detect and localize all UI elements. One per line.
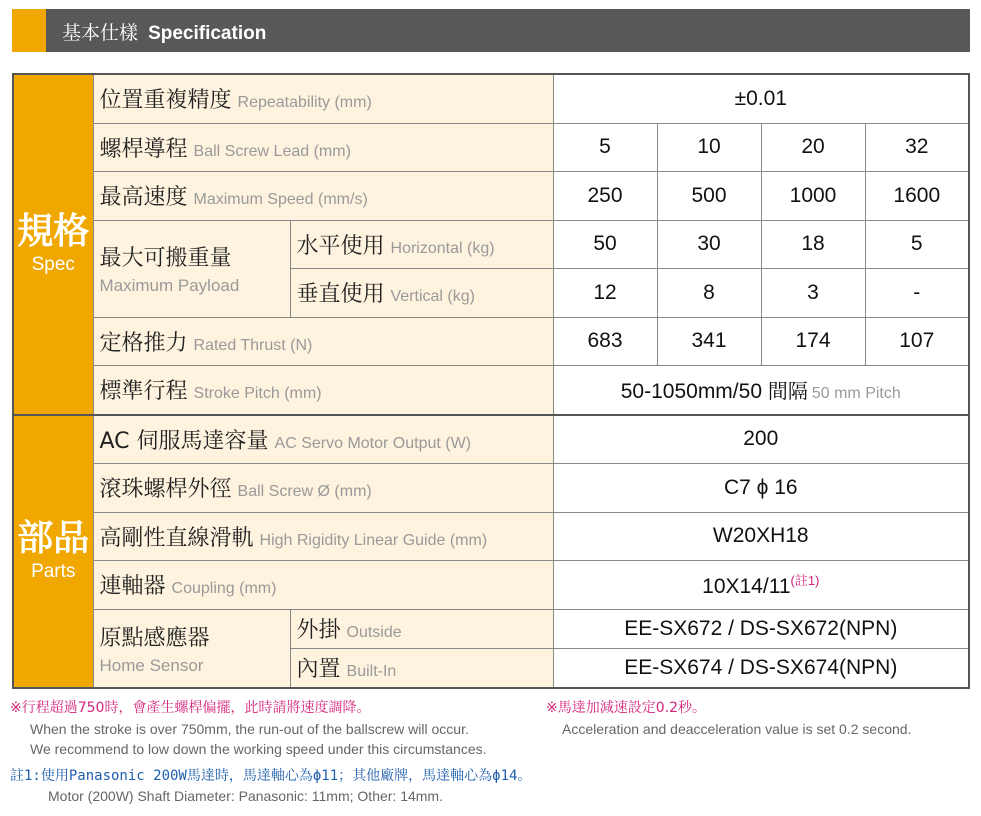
note-stroke-en-2: We recommend to low down the working speed under this circumstances. [30, 741, 487, 757]
label-ballscrew [93, 464, 553, 513]
label-zh: 內置 [296, 657, 341, 682]
value-cell: 20 [761, 123, 865, 172]
value-cell: 107 [865, 317, 969, 366]
value-cell: 5 [865, 220, 969, 269]
value-cell: 500 [657, 172, 761, 221]
value-cell: 3 [761, 269, 865, 318]
value-cell: 1600 [865, 172, 969, 221]
label-outside [290, 609, 553, 648]
value-motor: 200 [553, 415, 969, 464]
note-stroke-zh: ※行程超過750時，會產生螺桿偏擺，此時請將速度調降。 [10, 700, 371, 716]
label-zh: 螺桿導程 [99, 136, 188, 162]
page-title-zh: 基本仕樣 [62, 22, 139, 44]
section-parts-en: Parts [31, 561, 76, 582]
value-builtin: EE-SX674 / DS-SX674(NPN) [553, 648, 969, 688]
label-repeatability [93, 74, 553, 123]
value-cell: 12 [553, 269, 657, 318]
label-en: Maximum Speed (mm/s) [193, 191, 368, 209]
value-cell: 32 [865, 123, 969, 172]
label-zh: 原點感應器 [99, 625, 210, 651]
stroke-value-en: 50 mm Pitch [811, 385, 901, 403]
value-outside: EE-SX672 / DS-SX672(NPN) [553, 609, 969, 648]
note-1-en: Motor (200W) Shaft Diameter: Panasonic: 11mm; Other: 14mm. [48, 788, 443, 804]
section-spec [13, 74, 93, 415]
label-sensor [93, 609, 290, 688]
stroke-value-zh: 間隔 [767, 379, 808, 404]
label-thrust [93, 317, 553, 366]
page-title [62, 18, 266, 45]
row-lead [13, 123, 969, 172]
spec-table [12, 73, 970, 689]
coupling-note-ref: (註1) [790, 573, 820, 589]
value-cell: 10 [657, 123, 761, 172]
value-cell: 30 [657, 220, 761, 269]
value-cell: 50 [553, 220, 657, 269]
value-cell: - [865, 269, 969, 318]
label-en: Vertical (kg) [390, 288, 475, 306]
label-en: Built-In [346, 663, 397, 680]
row-stroke [13, 366, 969, 415]
label-en: Outside [346, 624, 402, 641]
section-parts-zh: 部品 [17, 518, 90, 559]
label-zh: 連軸器 [99, 574, 166, 600]
value-ballscrew: C7 ϕ 16 [553, 464, 969, 513]
note-stroke-en-1: When the stroke is over 750mm, the run-out of the ballscrew will occur. [30, 721, 469, 737]
label-zh: 標準行程 [99, 379, 188, 405]
row-motor [13, 415, 969, 464]
label-en: Repeatability (mm) [237, 94, 372, 112]
value-cell: 250 [553, 172, 657, 221]
label-lead [93, 123, 553, 172]
note-accel-zh: ※馬達加減速設定0.2秒。 [546, 700, 706, 716]
label-en: Stroke Pitch (mm) [193, 385, 322, 403]
note-1-zh: 註1:使用Panasonic 200W馬達時，馬達軸心為ϕ11；其他廠牌，馬達軸心為ϕ14。 [10, 768, 532, 784]
section-parts [13, 415, 93, 688]
label-horizontal [290, 220, 553, 269]
title-bar [12, 9, 970, 52]
label-en: High Rigidity Linear Guide (mm) [259, 531, 488, 549]
row-thrust [13, 317, 969, 366]
label-zh: 位置重複精度 [99, 88, 232, 114]
label-en: Home Sensor [99, 655, 204, 675]
row-payload-horizontal [13, 220, 969, 269]
label-zh: 定格推力 [99, 330, 188, 356]
label-zh: 最大可搬重量 [99, 246, 232, 271]
page-title-en: Specification [148, 23, 267, 44]
label-en: Coupling (mm) [171, 580, 277, 598]
title-accent [12, 9, 46, 52]
value-repeatability: ±0.01 [553, 74, 969, 123]
coupling-value: 10X14/11 [702, 575, 791, 599]
section-spec-en: Spec [31, 254, 75, 276]
row-sensor-outside [13, 609, 969, 648]
row-coupling [13, 561, 969, 610]
label-zh: 外掛 [296, 618, 341, 643]
label-en: Maximum Payload [99, 276, 240, 295]
label-guide [93, 512, 553, 561]
label-en: AC Servo Motor Output (W) [274, 434, 472, 452]
value-coupling [553, 561, 969, 610]
value-cell: 174 [761, 317, 865, 366]
label-zh: 垂直使用 [296, 282, 385, 308]
label-builtin [290, 648, 553, 688]
label-zh: 最高速度 [99, 185, 188, 211]
section-spec-zh: 規格 [17, 211, 90, 253]
label-zh: AC 伺服馬達容量 [99, 428, 269, 454]
row-speed [13, 172, 969, 221]
value-cell: 683 [553, 317, 657, 366]
label-zh: 滾珠螺桿外徑 [99, 477, 232, 503]
value-cell: 1000 [761, 172, 865, 221]
label-en: Ball Screw Ø (mm) [237, 483, 372, 501]
value-cell: 5 [553, 123, 657, 172]
row-guide [13, 512, 969, 561]
label-zh: 水平使用 [296, 233, 385, 259]
stroke-value: 50-1050mm/50 [620, 380, 762, 404]
value-cell: 18 [761, 220, 865, 269]
label-en: Ball Screw Lead (mm) [193, 142, 351, 160]
value-stroke [553, 366, 969, 415]
row-repeatability [13, 74, 969, 123]
value-cell: 8 [657, 269, 761, 318]
value-cell: 341 [657, 317, 761, 366]
row-ballscrew [13, 464, 969, 513]
label-speed [93, 172, 553, 221]
label-motor [93, 415, 553, 464]
value-guide: W20XH18 [553, 512, 969, 561]
label-coupling [93, 561, 553, 610]
label-payload [93, 220, 290, 317]
label-en: Rated Thrust (N) [193, 336, 313, 354]
label-zh: 高剛性直線滑軌 [99, 525, 254, 551]
note-accel-en: Acceleration and deacceleration value is set 0.2 second. [562, 721, 912, 737]
label-en: Horizontal (kg) [390, 239, 495, 257]
label-stroke [93, 366, 553, 415]
label-vertical [290, 269, 553, 318]
